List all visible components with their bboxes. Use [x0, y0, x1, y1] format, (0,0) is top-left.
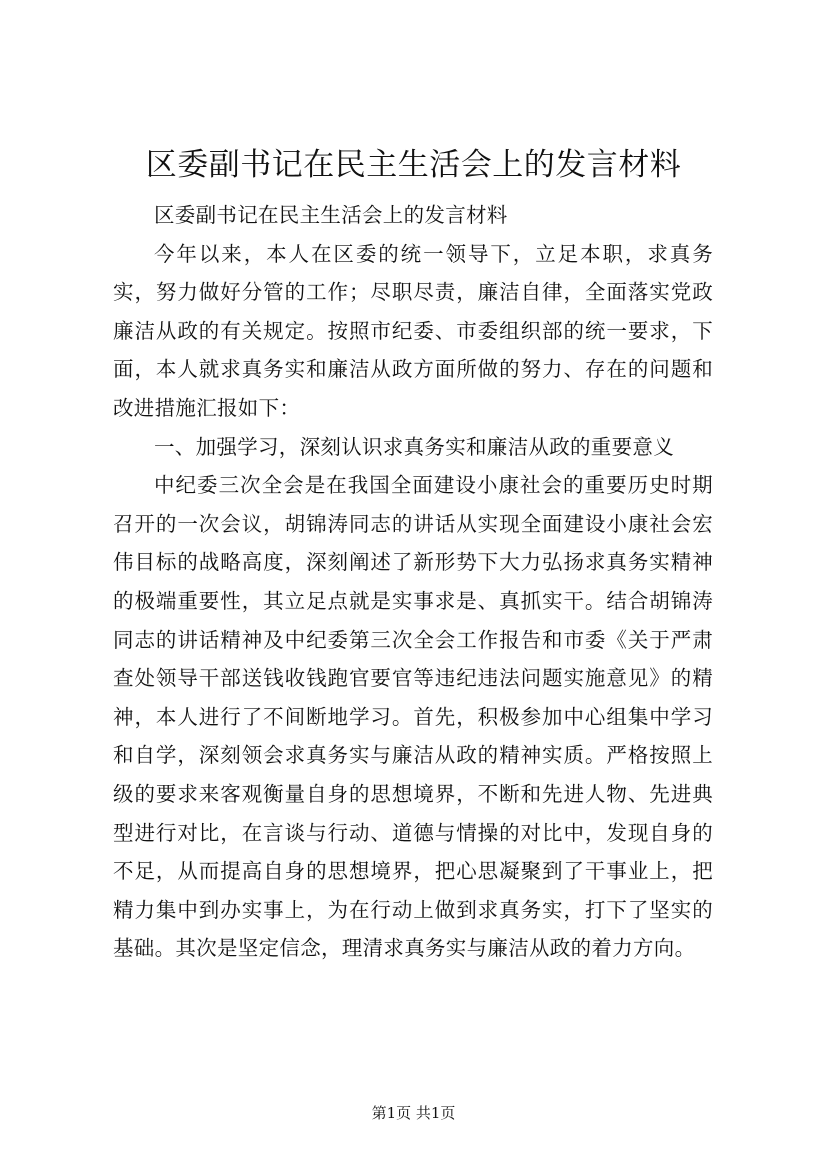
document-title: 区委副书记在民主生活会上的发言材料 — [145, 147, 682, 183]
intro-paragraph: 今年以来，本人在区委的统一领导下，立足本职，求真务实，努力做好分管的工作；尽职尽责，廉洁自律，全面落实党政廉洁从政的有关规定。按照市纪委、市委组织部的统一要求，下面，本人就求真务实和廉洁从政方面所做的努力、存在的问题和改进措施汇报如下： — [113, 241, 713, 420]
body-paragraph: 中纪委三次全会是在我国全面建设小康社会的重要历史时期召开的一次会议，胡锦涛同志的讲话从实现全面建设小康社会宏伟目标的战略高度，深刻阐述了新形势下大力弘扬求真务实精神的极端重要性，其立足点就是实事求是、真抓实干。结合胡锦涛同志的讲话精神及中纪委第三次全会工作报告和市委《关于严肃查处领导干部送钱收钱跑官要官等违纪违法问题实施意见》的精神，本人进行了不间断地学习。首先，积极参加中心组集中学习和自学，深刻领会求真务实与廉洁从政的精神实质。严格按照上级的要求来客观衡量自身的思想境界，不断和先进人物、先进典型进行对比，在言谈与行动、道德与情操的对比中，发现自身的不足，从而提高自身的思想境界，把心思凝聚到了干事业上，把精力集中到办实事上，为在行动上做到求真务实，打下了坚实的基础。其次是坚定信念，理清求真务实与廉洁从政的着力方向。 — [113, 473, 713, 961]
section-heading: 一、加强学习，深刻认识求真务实和廉洁从政的重要意义 — [154, 434, 674, 459]
document-body — [113, 196, 713, 968]
subtitle-paragraph: 区委副书记在民主生活会上的发言材料 — [154, 203, 508, 227]
page-footer: 第1页 共1页 — [371, 1104, 456, 1122]
